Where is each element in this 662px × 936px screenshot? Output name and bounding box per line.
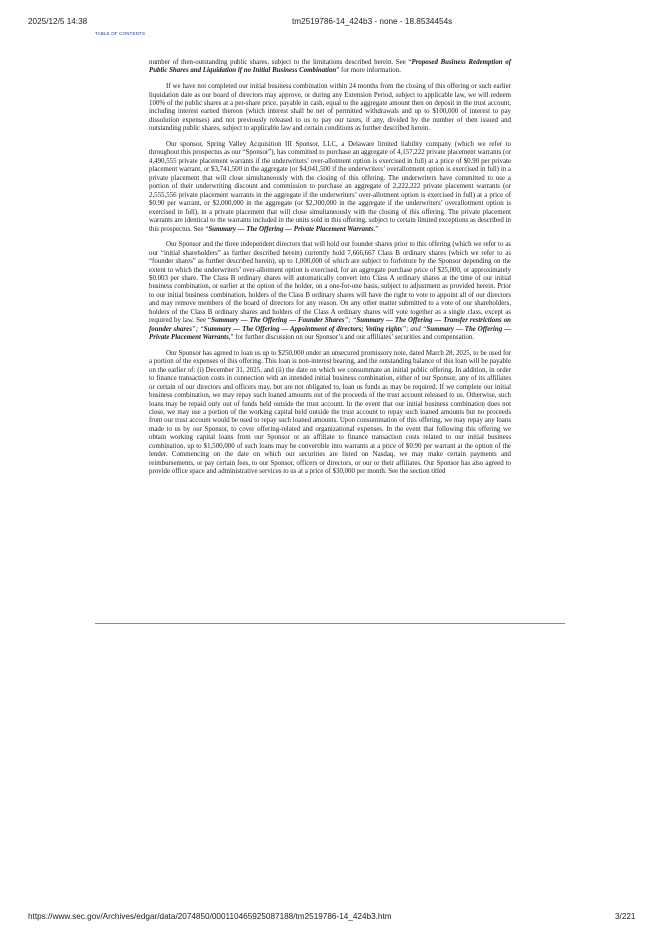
section-reference: Summary — The Offering — Transfer restrictions on founder shares — [149, 317, 511, 333]
paragraph-redemption-reference — [149, 59, 511, 76]
document-body — [149, 59, 511, 484]
text-segment: number of then-outstanding public shares, subject to the limitations described herein. See “ — [149, 59, 412, 66]
text-segment: ”; “ — [191, 325, 204, 333]
print-document-title: tm2519786-14_424b3 - none - 18.8534454s — [292, 17, 453, 26]
print-page-number: 3/221 — [615, 912, 636, 921]
text-segment: Our Sponsor and the three independent directors that will hold our founder shares prior to this offering (which we refer to as our “initial shareholders” as further described herein) currently hold 7,666,667 Class B ordinary shares (which we refer to as “founder shares” as further described herein), up to 1,000,000 of which are subject to forfeiture by the Sponsor depending on the extent to which the underwriters’ over-allotment option is exercised, for an aggregate purchase price of $25,000, or approximately $0.003 per share. The Class B ordinary shares will automatically convert into Class A ordinary shares at the time of our initial business combination, or earlier at the option of the holder, on a one-for-one basis, subject to adjustment as provided herein. Prior to our initial business combination, holders of the Class B ordinary shares will have the right to vote to appoint all of our directors and may remove members of the board of directors for any reason. On any other matter submitted to a vote of our shareholders, holders of the Class B ordinary shares and holders of the Class A ordinary shares will vote together as a single class, except as required by law. See “ — [149, 241, 511, 325]
text-segment: ” for more information. — [336, 67, 401, 75]
section-reference: Summary — The Offering — Private Placement Warrants — [149, 325, 511, 342]
section-reference: Summary — The Offering — Appointment of directors; Voting rights — [203, 325, 403, 333]
text-segment: ”; and “ — [402, 325, 427, 333]
paragraph-founder-shares — [149, 241, 511, 342]
page-divider — [95, 623, 565, 624]
paragraph-sponsor-private-placement — [149, 141, 511, 234]
text-segment: ,” for further discussion on our Sponsor’s and our affiliates’ securities and compensation. — [228, 334, 475, 342]
text-segment: Our sponsor, Spring Valley Acquisition III Sponsor, LLC, a Delaware limited liability company (which we refer to throughout this prospectus as our “Sponsor”), has committed to purchase an aggregate of 4,157,222 private placement warrants (or 4,490,555 private placement warrants if the underwriters’ over-allotment option is exercised in full) at a price of $0.90 per private placement warrant, or $3,741,500 in the aggregate (or $4,041,500 if the underwriters’ overallotment option is exercised in full) in a private placement that will close simultaneously with the closing of this offering. The underwriters have committed to use a portion of their underwriting discount and commission to purchase an aggregate of 2,222,222 private placement warrants (or 2,555,556 private placement warrants in the aggregate if the underwriters’ over-allotment option is exercised in full) at a price of $0.90 per warrant, or $2,000,000 in the aggregate (or $2,300,000 in the aggregate if the underwriters’ overallotment option is exercised in full), in a private placement that will close simultaneously with the closing of this offering. The private placement warrants are identical to the warrants included in the units sold in this offering, subject to certain limited exceptions as described in this prospectus. See “ — [149, 141, 511, 233]
print-datetime: 2025/12/5 14:38 — [28, 17, 88, 26]
text-segment: ”; “ — [344, 317, 357, 325]
table-of-contents-link[interactable]: TABLE OF CONTENTS — [95, 31, 146, 36]
text-segment: If we have not completed our initial business combination within 24 months from the closing of this offering or such earlier liquidation date as our board of directors may approve, or during any Extension Period, subject to applicable law, we will redeem 100% of the public shares at a per-share price, payable in cash, equal to the aggregate amount then on deposit in the trust account, including interest earned thereon (which interest shall be net of permitted withdrawals and up to $100,000 of interest to pay dissolution expenses) and not previously released to us to pay our taxes, if any, divided by the number of then issued and outstanding public shares, subject to applicable law and certain conditions as further described herein. — [149, 83, 511, 133]
text-segment: Our Sponsor has agreed to loan us up to $250,000 under an unsecured promissory note, dated March 28, 2025, to be used for a portion of the expenses of this offering. This loan is non-interest bearing, and the outstanding balance of this loan will be payable on the earlier of: (i) December 31, 2025, and (ii) the date on which we consummate an initial public offering. In addition, in order to finance transaction costs in connection with an intended initial business combination, either of our Sponsor, any of its affiliates or certain of our directors and officers may, but are not obligated to, loan us funds as may be required. If we complete our initial business combination, we may repay such loaned amounts out of the proceeds of the trust account released to us. Otherwise, such loans may be repaid only out of funds held outside the trust account. In the event that our initial business combination does not close, we may use a portion of the working capital held outside the trust account to repay such loaned amounts but no proceeds from our trust account would be used to repay such loaned amounts. Upon consummation of this offering, we may repay any loans made to us by our Sponsor, to cover offering-related and organizational expenses. In the event that following this offering we obtain working capital loans from our Sponsor or an affiliate to finance transaction costs related to our initial business combination, up to $1,500,000 of such loans may be convertible into warrants at a price of $0.90 per warrant at the option of the lender. Commencing on the date on which our securities are listed on Nasdaq, we may make certain payments and reimbursements, or pay certain fees, to our Sponsor, officers or directors, or our or their affiliates. Our Sponsor has also agreed to provide office space and administrative services to us at a price of $30,000 per month. See the section titled — [149, 349, 511, 476]
section-reference: Summary — The Offering — Founder Shares — [211, 317, 345, 325]
paragraph-sponsor-loan — [149, 350, 511, 477]
print-url: https://www.sec.gov/Archives/edgar/data/2074850/000110465925087188/tm2519786-14_424b3.htm — [28, 912, 392, 921]
section-reference: Proposed Business Redemption of Public Shares and Liquidation if no Initial Business Combination — [149, 59, 512, 75]
section-reference: Summary — The Offering — Private Placement Warrants — [208, 225, 374, 233]
paragraph-redemption-terms — [149, 83, 511, 134]
text-segment: .” — [373, 225, 379, 233]
